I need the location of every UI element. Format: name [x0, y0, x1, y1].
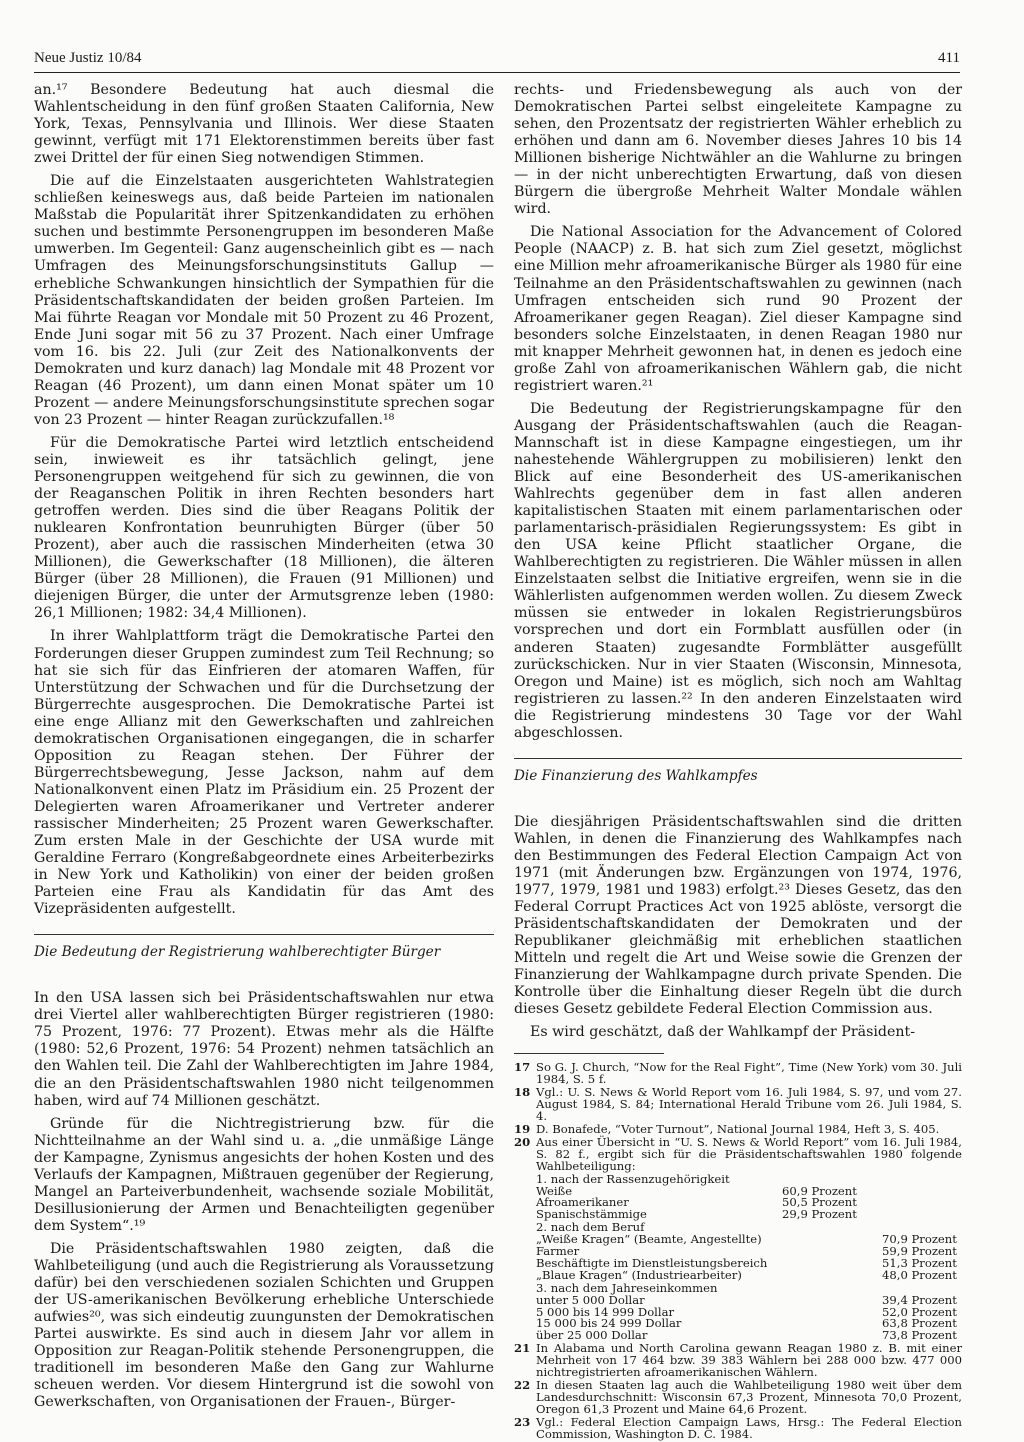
- stats-label: unter 5 000 Dollar: [536, 1292, 645, 1307]
- footnote-number: 23: [514, 1414, 531, 1429]
- running-header: [34, 48, 960, 73]
- stats-group: [536, 1280, 957, 1343]
- page-number: 411: [938, 50, 960, 66]
- footnote-number: 20: [514, 1134, 531, 1149]
- footnote-18: [514, 1087, 962, 1123]
- section-heading: Die Bedeutung der Registrierung wahlberechtigter Bürger: [34, 934, 494, 966]
- paragraph: Die Präsidentschaftswahlen 1980 zeigten, daß die Wahlbeteiligung (und auch die Registrierung als Voraussetzung dafür) bei den verschiedenen sozialen Schichten und Gruppen der US-amerikanischen Bevölkerung erhebliche Unterschiede aufwies²⁰, was sich eindeutig zuungunsten der Demokratischen Partei auswirkte. Es sind auch in diesem Jahr vor allem in Opposition zur Reagan-Politik stehende Personengruppen, die traditionell im besonderen Maße den Gang zur Wahlurne scheuen werden. Vor diesem Hintergrund ist die sowohl von Gewerkschaften, von Organisationen der Frauen-, Bürger-: [34, 1240, 494, 1411]
- stats-group-heading: 1. nach der Rassenzugehörigkeit: [536, 1171, 730, 1186]
- stats-group-heading: 2. nach dem Beruf: [536, 1220, 645, 1235]
- turnout-statistics: [514, 1171, 962, 1343]
- stats-value: 50,5 Prozent: [782, 1195, 857, 1210]
- stats-value: 73,8 Prozent: [882, 1328, 957, 1343]
- stats-label: „Weiße Kragen“ (Beamte, Angestellte): [536, 1232, 762, 1247]
- paragraph: In ihrer Wahlplattform trägt die Demokratische Partei den Forderungen dieser Gruppen zumindest zum Teil Rechnung; so hat sie sich für das Einfrieren der atomaren Waffen, für Unterstützung der Schwachen und für die Durchsetzung der Bürgerrechte ausgesprochen. Die Demokratische Partei ist eine enge Allianz mit den Gewerkschaften und zahlreichen demokratischen Organisationen eingegangen, die in scharfer Opposition zu Reagan stehen. Der Führer der Bürgerrechtsbewegung, Jesse Jackson, nahm auf dem Nationalkonvent einen Platz im Präsidium ein. 25 Prozent der Delegierten waren Afroamerikaner und Vertreter anderer rassischer Minderheiten; 25 Prozent waren Gewerkschafter. Zum ersten Male in der Geschichte der USA wurde mit Geraldine Ferraro (Kongreßabgeordnete eines Arbeiterbezirks in New York und Katholikin) von einer der beiden großen Parteien eine Frau als Kandidatin für das Amt des Vizepräsidenten aufgestellt.: [34, 628, 494, 918]
- footnote-text: D. Bonafede, “Voter Turnout”, National Journal 1984, Heft 3, S. 405.: [536, 1121, 940, 1136]
- footnote-text: Aus einer Übersicht in “U. S. News & World Report” vom 16. Juli 1984, S. 82 f., ergibt sich für die Präsidentschaftswahlen 1980 folgende Wahlbeteiligung:: [536, 1134, 962, 1173]
- footnote-text: So G. J. Church, “Now for the Real Fight”, Time (New York) vom 30. Juli 1984, S. 5 f.: [536, 1060, 962, 1087]
- stats-label: Beschäftigte im Dienstleistungsbereich: [536, 1255, 768, 1270]
- footnote-17: [514, 1062, 962, 1086]
- journal-title: Neue Justiz 10/84: [34, 50, 142, 66]
- stats-group: [536, 1171, 857, 1222]
- stats-group: [536, 1222, 957, 1282]
- stats-value: 29,9 Prozent: [782, 1207, 857, 1222]
- footnote-divider: [514, 1053, 664, 1054]
- paragraph: Die diesjährigen Präsidentschaftswahlen sind die dritten Wahlen, in denen die Finanzierung des Wahlkampfes nach den Bestimmungen des Federal Election Campaign Act von 1971 (mit Änderungen bzw. Ergänzungen von 1974, 1976, 1977, 1979, 1981 und 1983) erfolgt.²³ Dieses Gesetz, das den Federal Corrupt Practices Act von 1925 ablöste, versorgt die Präsidentschaftskandidaten der Demokraten und der Republikaner gleichmäßig mit erheblichen staatlichen Mitteln und regelt die Art und Weise sowie die Grenzen der Finanzierung der Wahlkampagne durch private Spenden. Die Kontrolle über die Einhaltung dieser Regeln übt die durch dieses Gesetz gebildete Federal Election Commission aus.: [514, 813, 962, 1018]
- section-heading: Die Finanzierung des Wahlkampfes: [514, 758, 962, 790]
- footnote-number: 17: [514, 1060, 531, 1075]
- stats-group-heading: 3. nach dem Jahreseinkommen: [536, 1280, 718, 1295]
- stats-label: über 25 000 Dollar: [536, 1328, 648, 1343]
- footnote-20: [514, 1134, 962, 1173]
- stats-label: Weiße: [536, 1183, 573, 1198]
- stats-value: 48,0 Prozent: [882, 1267, 957, 1282]
- footnote-number: 21: [514, 1341, 531, 1356]
- paragraph: Die National Association for the Advancement of Colored People (NAACP) z. B. hat sich zum Ziel gesetzt, möglichst eine Million mehr afroamerikanische Bürger als 1980 für eine Teilnahme an den Präsidentschaftswahlen zu gewinnen (nach Umfragen entscheiden sich rund 90 Prozent der Afroamerikaner gegen Reagan). Ziel dieser Kampagne sind besonders solche Einzelstaaten, in denen Reagan 1980 nur mit knapper Mehrheit gewonnen hat, in denen es jedoch eine große Zahl von afroamerikanischen Wählern gab, die nicht registriert waren.²¹: [514, 224, 962, 394]
- footnote-text: Vgl.: Federal Election Campaign Laws, Hrsg.: The Federal Election Commission, Washington D. C. 1984.: [536, 1414, 962, 1441]
- footnote-text: Vgl.: U. S. News & World Report vom 16. Juli 1984, S. 97, und vom 27. August 1984, S. 84; International Herald Tribune vom 26. Juli 1984, S. 4.: [536, 1085, 962, 1124]
- stats-label: Farmer: [536, 1244, 580, 1259]
- stats-value: 70,9 Prozent: [882, 1232, 957, 1247]
- paragraph: Es wird geschätzt, daß der Wahlkampf der Präsident-: [530, 1024, 916, 1041]
- paragraph: Die Bedeutung der Registrierungskampagne für den Ausgang der Präsidentschaftswahlen (auch die Reagan-Mannschaft ist in diese Kampagne eingestiegen, um ihr nahestehende Wählergruppen zu mobilisieren) lenkt den Blick auf eine Besonderheit des US-amerikanischen Wahlrechts gegenüber dem in fast allen anderen kapitalistischen Staaten mit einem parlamentarischen oder parlamentarisch-präsidialen Regierungssystem: Es gibt in den USA keine Pflicht staatlicher Organe, die Wahlberechtigten zu registrieren. Die Wähler müssen in allen Einzelstaaten selbst die Initiative ergreifen, wenn sie in die Wählerlisten aufgenommen werden wollen. Zu diesem Zweck müssen sie entweder in lokalen Registrierungsbüros vorsprechen und dort ein Formblatt ausfüllen oder (in anderen Staaten) zugesandte Formblätter ausgefüllt zurückschicken. Nur in vier Staaten (Wisconsin, Minnesota, Oregon und Maine) ist es möglich, sich noch am Wahltag registrieren zu lassen.²² In den anderen Einzelstaaten wird die Registrierung mindestens 30 Tage vor der Wahl abgeschlossen.: [514, 400, 962, 741]
- footnote-text: In diesen Staaten lag auch die Wahlbeteiligung 1980 weit über dem Landesdurchschnitt: Wisconsin 67,3 Prozent, Minnesota 70,0 Prozent, Oregon 61,3 Prozent und Maine 64,6 Prozent.: [536, 1378, 962, 1416]
- paragraph: In den USA lassen sich bei Präsidentschaftswahlen nur etwa drei Viertel aller wahlberechtigten Bürger registrieren (1980: 75 Prozent, 1976: 77 Prozent). Etwas mehr als die Hälfte (1980: 52,6 Prozent, 1976: 54 Prozent) nehmen tatsächlich an den Wahlen teil. Die Zahl der Wahlberechtigten im Jahre 1984, die an den Präsidentschaftswahlen 1980 nicht teilgenommen haben, wird auf 74 Millionen geschätzt.: [34, 990, 494, 1109]
- footnote-number: 18: [514, 1085, 531, 1100]
- footnote-23: [514, 1414, 962, 1441]
- stats-label: 5 000 bis 14 999 Dollar: [536, 1304, 675, 1319]
- footnote-number: 19: [514, 1121, 531, 1136]
- stats-label: Spanischstämmige: [536, 1207, 647, 1222]
- stats-value: 52,0 Prozent: [882, 1304, 957, 1319]
- paragraph: Die auf die Einzelstaaten ausgerichteten Wahlstrategien schließen keineswegs aus, daß beide Parteien im nationalen Maßstab die Popularität ihrer Spitzenkandidaten zu erhöhen suchen und bestimmte Personengruppen im besonderen Maße umwerben. Im Gegenteil: Ganz augenscheinlich gibt es — nach Umfragen des Meinungsforschungsinstituts Gallup — erhebliche Schwankungen hinsichtlich der Sympathien für die Präsidentschaftskandidaten der beiden großen Parteien. Im Mai führte Reagan vor Mondale mit 50 Prozent zu 46 Prozent, Ende Juni sogar mit 56 zu 37 Prozent. Nach einer Umfrage vom 16. bis 22. Juli (zur Zeit des Nationalkonvents der Demokraten und kurz danach) lag Mondale mit 48 Prozent vor Reagan (46 Prozent), um dann einen Monat später um 10 Prozent — andere Meinungsforschungsinstitute sprechen sogar von 23 Prozent — hinter Reagan zurückzufallen.¹⁸: [34, 173, 494, 428]
- paragraph: Für die Demokratische Partei wird letztlich entscheidend sein, inwieweit es ihr tatsächlich gelingt, jene Personengruppen weitgehend für sich zu gewinnen, die von der Reaganschen Politik in ihren Rechten besonders hart getroffen werden. Dies sind die über Reagans Politik der nuklearen Konfrontation beunruhigten Bürger (über 50 Prozent), aber auch die rassischen Minderheiten (etwa 30 Millionen), die Gewerkschafter (18 Millionen), die älteren Bürger (über 28 Millionen), die Frauen (91 Millionen) und diejenigen Bürger, die unter der Armutsgrenze leben (1980: 26,1 Millionen; 1982: 34,4 Millionen).: [34, 434, 494, 622]
- stats-value: 59,9 Prozent: [882, 1244, 957, 1259]
- footnote-number: 22: [514, 1378, 531, 1392]
- stats-value: 39,4 Prozent: [882, 1292, 957, 1307]
- paragraph: an.¹⁷ Besondere Bedeutung hat auch diesmal die Wahlentscheidung in den fünf großen Staaten California, New York, Texas, Pennsylvania und Illinois. Wer diese Staaten gewinnt, verfügt mit 171 Elektorenstimmen bereits über fast zwei Drittel der für einen Sieg notwendigen Stimmen.: [34, 82, 494, 167]
- stats-value: 63,8 Prozent: [882, 1316, 957, 1331]
- stats-label: „Blaue Kragen“ (Industriearbeiter): [536, 1267, 742, 1282]
- paragraph: rechts- und Friedensbewegung als auch von der Demokratischen Partei selbst eingeleitete Kampagne zu sehen, den Prozentsatz der registrierten Wähler erheblich zu erhöhen und dann am 6. November dieses Jahres 10 bis 14 Millionen bisherige Nichtwähler an die Wahlurne zu bringen — in der nicht unberechtigten Erwartung, daß von diesen Bürgern die übergroße Mehrheit Walter Mondale wählen wird.: [514, 82, 962, 218]
- stats-row: [536, 1270, 957, 1282]
- footnote-text: In Alabama und North Carolina gewann Reagan 1980 z. B. mit einer Mehrheit von 17 464 bzw. 39 383 Wählern bei 288 000 bzw. 477 000 nichtregistrierten afroamerikanischen Wählern.: [536, 1341, 962, 1380]
- footnote-22: [514, 1380, 962, 1416]
- left-column: [34, 82, 494, 1417]
- right-column: [514, 82, 962, 1442]
- stats-value: 51,3 Prozent: [882, 1255, 957, 1270]
- stats-label: Afroamerikaner: [536, 1195, 629, 1210]
- footnotes: [514, 1062, 962, 1440]
- stats-value: 60,9 Prozent: [782, 1183, 857, 1198]
- stats-label: 15 000 bis 24 999 Dollar: [536, 1316, 682, 1331]
- paragraph: Gründe für die Nichtregistrierung bzw. für die Nichtteilnahme an der Wahl sind u. a. „die unmäßige Länge der Kampagne, Zynismus angesichts der hohen Kosten und des Verlaufs der Kampagnen, Mißtrauen gegenüber der Regierung, Mangel an Parteiverbundenheit, wachsende soziale Mobilität, Desillusionierung der Armen und Benachteiligten gegenüber dem System“.¹⁹: [34, 1115, 494, 1234]
- footnote-21: [514, 1343, 962, 1379]
